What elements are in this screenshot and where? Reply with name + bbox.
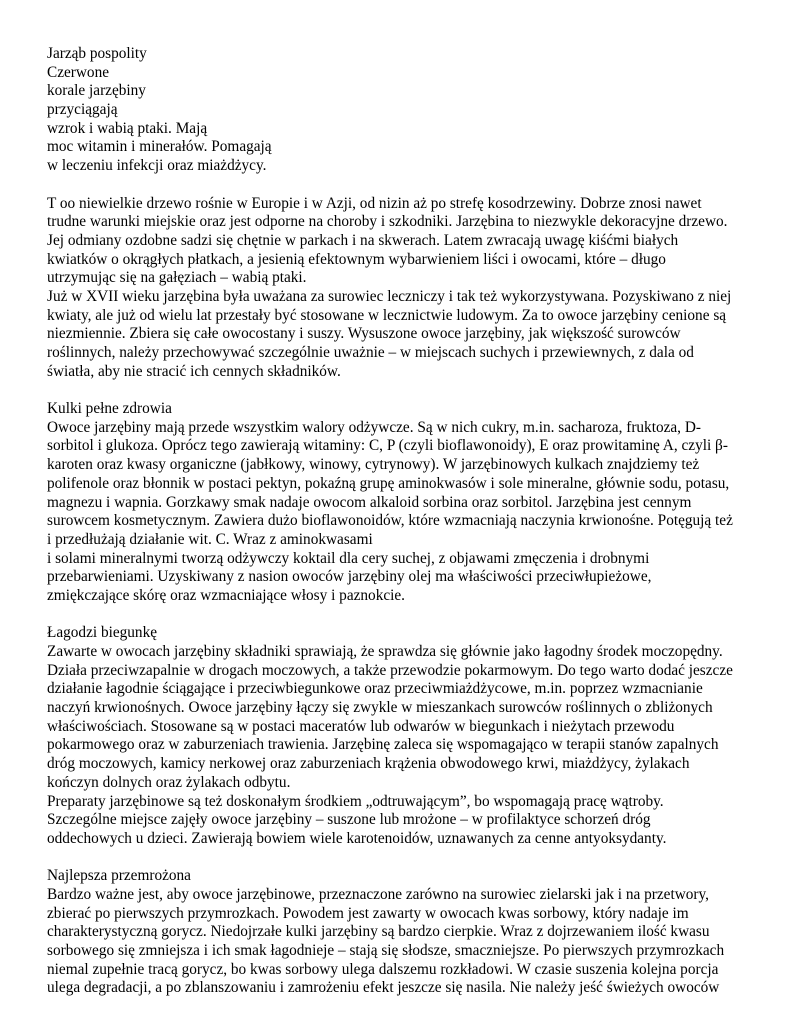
section-line: niemal zupełnie tracą gorycz, bo kwas sorbowy ulega dalszemu rozkładowi. W czasie suszenia kolejna porcja — [47, 960, 719, 978]
paragraph-line: T oo niewielkie drzewo rośnie w Europie i w Azji, od nizin aż po strefę kosodrzewiny. Dobrze znosi nawet — [47, 194, 702, 212]
section-biegunka — [47, 624, 767, 848]
paragraph-line: roślinnych, należy przechowywać szczególnie uważnie – w miejscach suchych i przewiewnych, z dala od — [47, 344, 694, 361]
section-kulki — [47, 400, 767, 606]
paragraph-origin — [47, 195, 767, 382]
section-line: naczyń krwionośnych. Owoce jarzębiny łączy się zwykle w mieszankach surowców roślinnych o zbliżonych — [47, 699, 713, 717]
section-line: kończyn dolnych oraz żylakach odbytu. — [47, 773, 291, 791]
document-page — [47, 45, 767, 998]
section-line: charakterystyczną gorycz. Niedojrzałe kulki jarzębiny są bardzo cierpkie. Wraz z dojrzewaniem ilość kwasu — [47, 923, 710, 941]
paragraph-line: trudne warunki miejskie oraz jest odporne na choroby i szkodniki. Jarzębina to niezwykle dekoracyjne drzewo. — [47, 213, 728, 231]
intro-line: w leczeniu infekcji oraz miażdżycy. — [47, 157, 267, 175]
section-line: i solami mineralnymi tworzą odżywczy koktail dla cery suchej, z objawami zmęczenia i drobnymi — [47, 549, 650, 567]
section-line: Owoce jarzębiny mają przede wszystkim walory odżywcze. Są w nich cukry, m.in. sacharoza, fruktoza, D- — [47, 418, 701, 436]
section-przemrozona — [47, 867, 767, 998]
section-heading: Łagodzi biegunkę — [47, 624, 158, 642]
section-line: Działa przeciwzapalnie w drogach moczowych, a także przewodzie pokarmowym. Do tego warto dodać jeszcze — [47, 661, 733, 679]
section-line: ulega degradacji, a po zblanszowaniu i zamrożeniu efekt jeszcze się nasila. Nie należy jeść świeżych owoców — [47, 979, 720, 997]
section-line: właściwościach. Stosowane są w postaci maceratów lub odwarów w biegunkach i nieżytach przewodu — [47, 717, 675, 735]
section-line: magnezu i wapnia. Gorzkawy smak nadaje owocom alkaloid sorbina oraz sorbitol. Jarzębina jest cennym — [47, 493, 692, 511]
section-line: zbierać po pierwszych przymrozkach. Powodem jest zawarty w owocach kwas sorbowy, który nadaje im — [47, 904, 689, 922]
spacer — [47, 849, 767, 868]
section-line: polifenole oraz błonnik w postaci pektyn, pokaźną grupę aminokwasów i sole mineralne, głównie sodu, potasu, — [47, 474, 730, 492]
spacer — [47, 381, 767, 400]
section-heading: Najlepsza przemrożona — [47, 867, 191, 885]
section-line: zmiękczające skórę oraz wzmacniające włosy i paznokcie. — [47, 586, 406, 604]
paragraph-line: Już w XVII wieku jarzębina była uważana za surowiec leczniczy i tak też wykorzystywana. Pozyskiwano z niej — [47, 287, 732, 305]
section-line: Szczególne miejsce zajęły owoce jarzębiny – suszone lub mrożone – w profilaktyce schorzeń dróg — [47, 811, 651, 829]
section-line: dróg moczowych, kamicy nerkowej oraz zaburzeniach krążenia obwodowego krwi, miażdżycy, żylakach — [47, 755, 690, 773]
intro-line: Czerwone — [47, 63, 110, 81]
intro-line: moc witamin i minerałów. Pomagają — [47, 138, 272, 156]
paragraph-line: kwiaty, ale już od wielu lat przestały być stosowane w lecznictwie ludowym. Za to owoce jarzębiny cenione są — [47, 306, 727, 324]
section-line: i przedłużają działanie wit. C. Wraz z aminokwasami — [47, 530, 373, 548]
section-line: karoten oraz kwasy organiczne (jabłkowy, winowy, cytrynowy). W jarzębinowych kulkach znajdziemy też — [47, 456, 700, 474]
intro-line: przyciągają — [47, 101, 118, 119]
section-line: sorbowego się zmniejsza i ich smak łagodnieje – stają się słodsze, smaczniejsze. Po pierwszych przymrozkach — [47, 942, 725, 959]
paragraph-line: kwiatków o okrągłych płatkach, a jesienią efektownym wybarwieniem liści i owocami, które – długo — [47, 250, 666, 268]
section-line: sorbitol i glukoza. Oprócz tego zawierają witaminy: C, P (czyli bioflawonoidy), E oraz prowitaminę A, czyli β- — [47, 437, 728, 455]
paragraph-line: światła, aby nie stracić ich cennych składników. — [47, 362, 341, 380]
spacer — [47, 606, 767, 625]
intro-line: wzrok i wabią ptaki. Mają — [47, 119, 208, 137]
intro-line: korale jarzębiny — [47, 82, 146, 100]
section-line: Bardzo ważne jest, aby owoce jarzębinowe, przeznaczone zarówno na surowiec zielarski jak i na przetwory, — [47, 885, 709, 903]
section-line: Preparaty jarzębinowe są też doskonałym środkiem „odtruwającym”, bo wspomagają pracę wątroby. — [47, 792, 664, 810]
section-line: Zawarte w owocach jarzębiny składniki sprawiają, że sprawdza się głównie jako łagodny środek moczopędny. — [47, 643, 723, 660]
paragraph-line: niezmiennie. Zbiera się całe owocostany i suszy. Wysuszone owoce jarzębiny, jak większość surowców — [47, 325, 681, 343]
section-heading: Kulki pełne zdrowia — [47, 400, 172, 418]
section-line: oddechowych u dzieci. Zawierają bowiem wiele karotenoidów, uznawanych za cenne antyoksydanty. — [47, 829, 667, 847]
paragraph-line: Jej odmiany ozdobne sadzi się chętnie w parkach i na skwerach. Latem zwracają uwagę kiśćmi białych — [47, 231, 679, 249]
document-title: Jarząb pospolity — [47, 45, 147, 62]
spacer — [47, 176, 767, 195]
intro-block — [47, 45, 767, 176]
paragraph-line: utrzymując się na gałęziach – wabią ptaki. — [47, 269, 307, 287]
section-line: pokarmowego oraz w zaburzeniach trawienia. Jarzębinę zaleca się wspomagająco w terapii stanów zapalnych — [47, 736, 719, 754]
section-line: przebarwieniami. Uzyskiwany z nasion owoców jarzębiny olej ma właściwości przeciwłupieżowe, — [47, 568, 652, 586]
section-line: działanie łagodnie ściągające i przeciwbiegunkowe oraz przeciwmiażdżycowe, m.in. poprzez wzmacnianie — [47, 680, 703, 698]
section-line: surowcem kosmetycznym. Zawiera dużo bioflawonoidów, które wzmacniają naczynia krwionośne. Potęgują też — [47, 512, 733, 530]
